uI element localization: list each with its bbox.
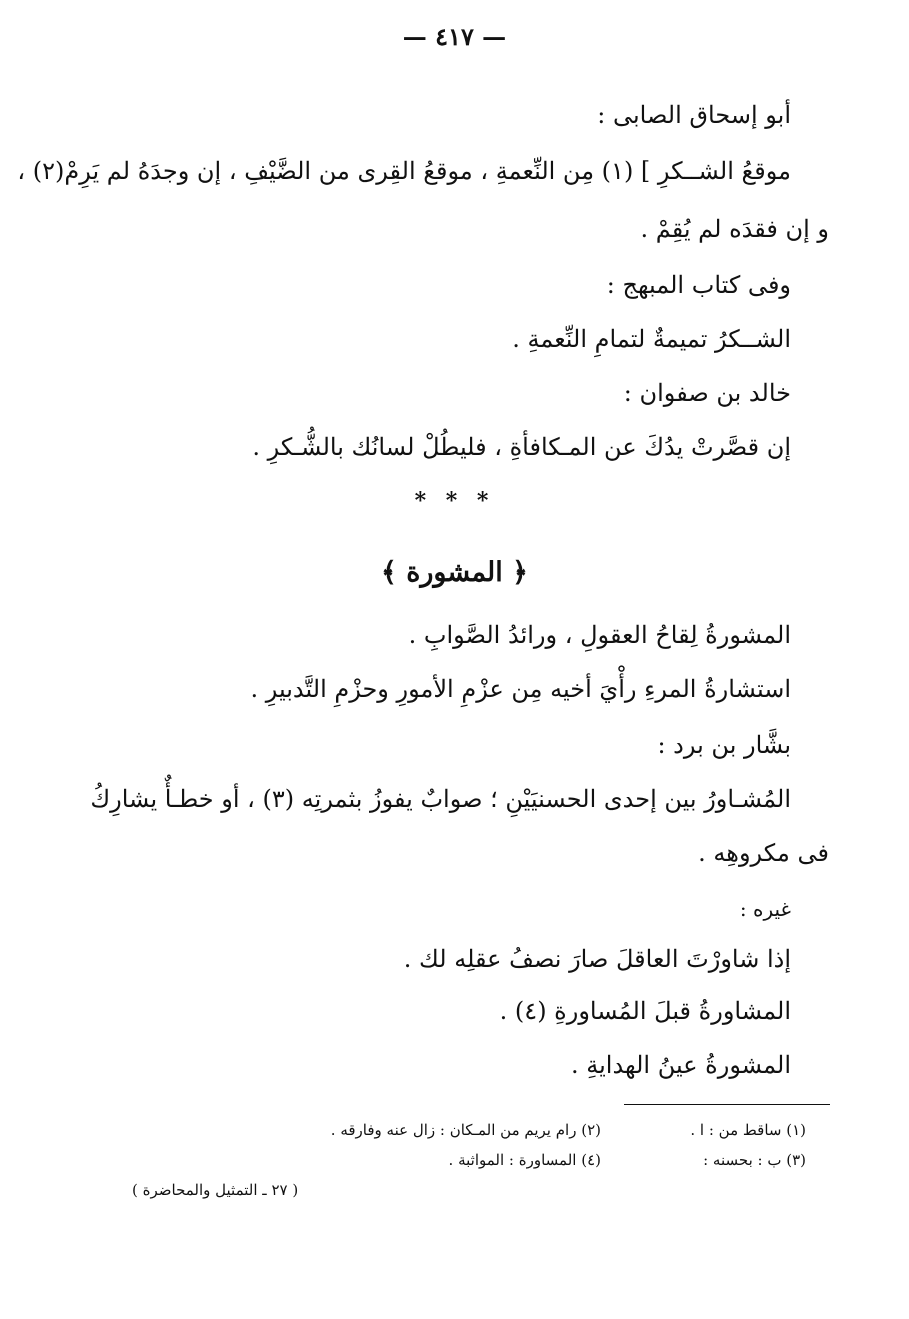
text-line: إذا شاورْتَ العاقلَ صارَ نصفُ عقلِه لك .	[403, 945, 791, 973]
footnote-3: (٣) ب : بحسنه :	[703, 1151, 806, 1169]
book-signature: ( ٢٧ ـ التمثيل والمحاضرة )	[132, 1181, 299, 1199]
text-line: استشارةُ المرءِ رأْيَ أخيه مِن عزْمِ الأمورِ وحزْمِ التَّدبيرِ .	[250, 675, 791, 703]
text-line: موقعُ الشــكرِ ] (١) مِن النِّعمةِ ، موقعُ القِرى من الضَّيْفِ ، إن وجدَهُ لم يَرِمْ(٢) ،	[17, 157, 791, 185]
speaker-line: وفى كتاب المبهج :	[606, 271, 791, 299]
text-line: و إن فقدَه لم يُقِمْ .	[640, 215, 829, 243]
text-line: فى مكروهِه .	[698, 839, 829, 867]
footnote-4: (٤) المساورة : المواثبة .	[448, 1151, 601, 1169]
text-line: إن قصَّرتْ يدُكَ عن المـكافأةِ ، فليطُلْ لسانُك بالشُّـكرِ .	[252, 433, 791, 461]
page-number: — ٤١٧ —	[402, 22, 507, 51]
footnote-2: (٢) رام يريم من المـكان : زال عنه وفارقه .	[330, 1121, 601, 1139]
footnote-rule	[624, 1104, 830, 1105]
text-line: المشاورةُ قبلَ المُساورةِ (٤) .	[499, 997, 791, 1025]
text-line: المُشـاورُ بين إحدى الحسنيَيْنِ ؛ صوابٌ يفوزُ بثمرتِه (٣) ، أو خطـأٌ يشارِكُ	[90, 785, 791, 813]
speaker-line: غيره :	[739, 897, 791, 921]
text-line: المشورةُ لِقاحُ العقولِ ، ورائدُ الصَّوابِ .	[408, 621, 791, 649]
section-heading: ﴿ المشورة ﴾	[381, 557, 528, 588]
speaker-line: بشَّار بن برد :	[657, 731, 791, 759]
speaker-line: أبو إسحاق الصابى :	[597, 101, 791, 129]
text-line: الشــكرُ تميمةٌ لتمامِ النِّعمةِ .	[512, 325, 791, 353]
speaker-line: خالد بن صفوان :	[623, 379, 791, 407]
text-line: المشورةُ عينُ الهدايةِ .	[570, 1051, 791, 1079]
footnote-1: (١) ساقط من : ا .	[690, 1121, 806, 1139]
section-separator: * * *	[414, 488, 495, 514]
